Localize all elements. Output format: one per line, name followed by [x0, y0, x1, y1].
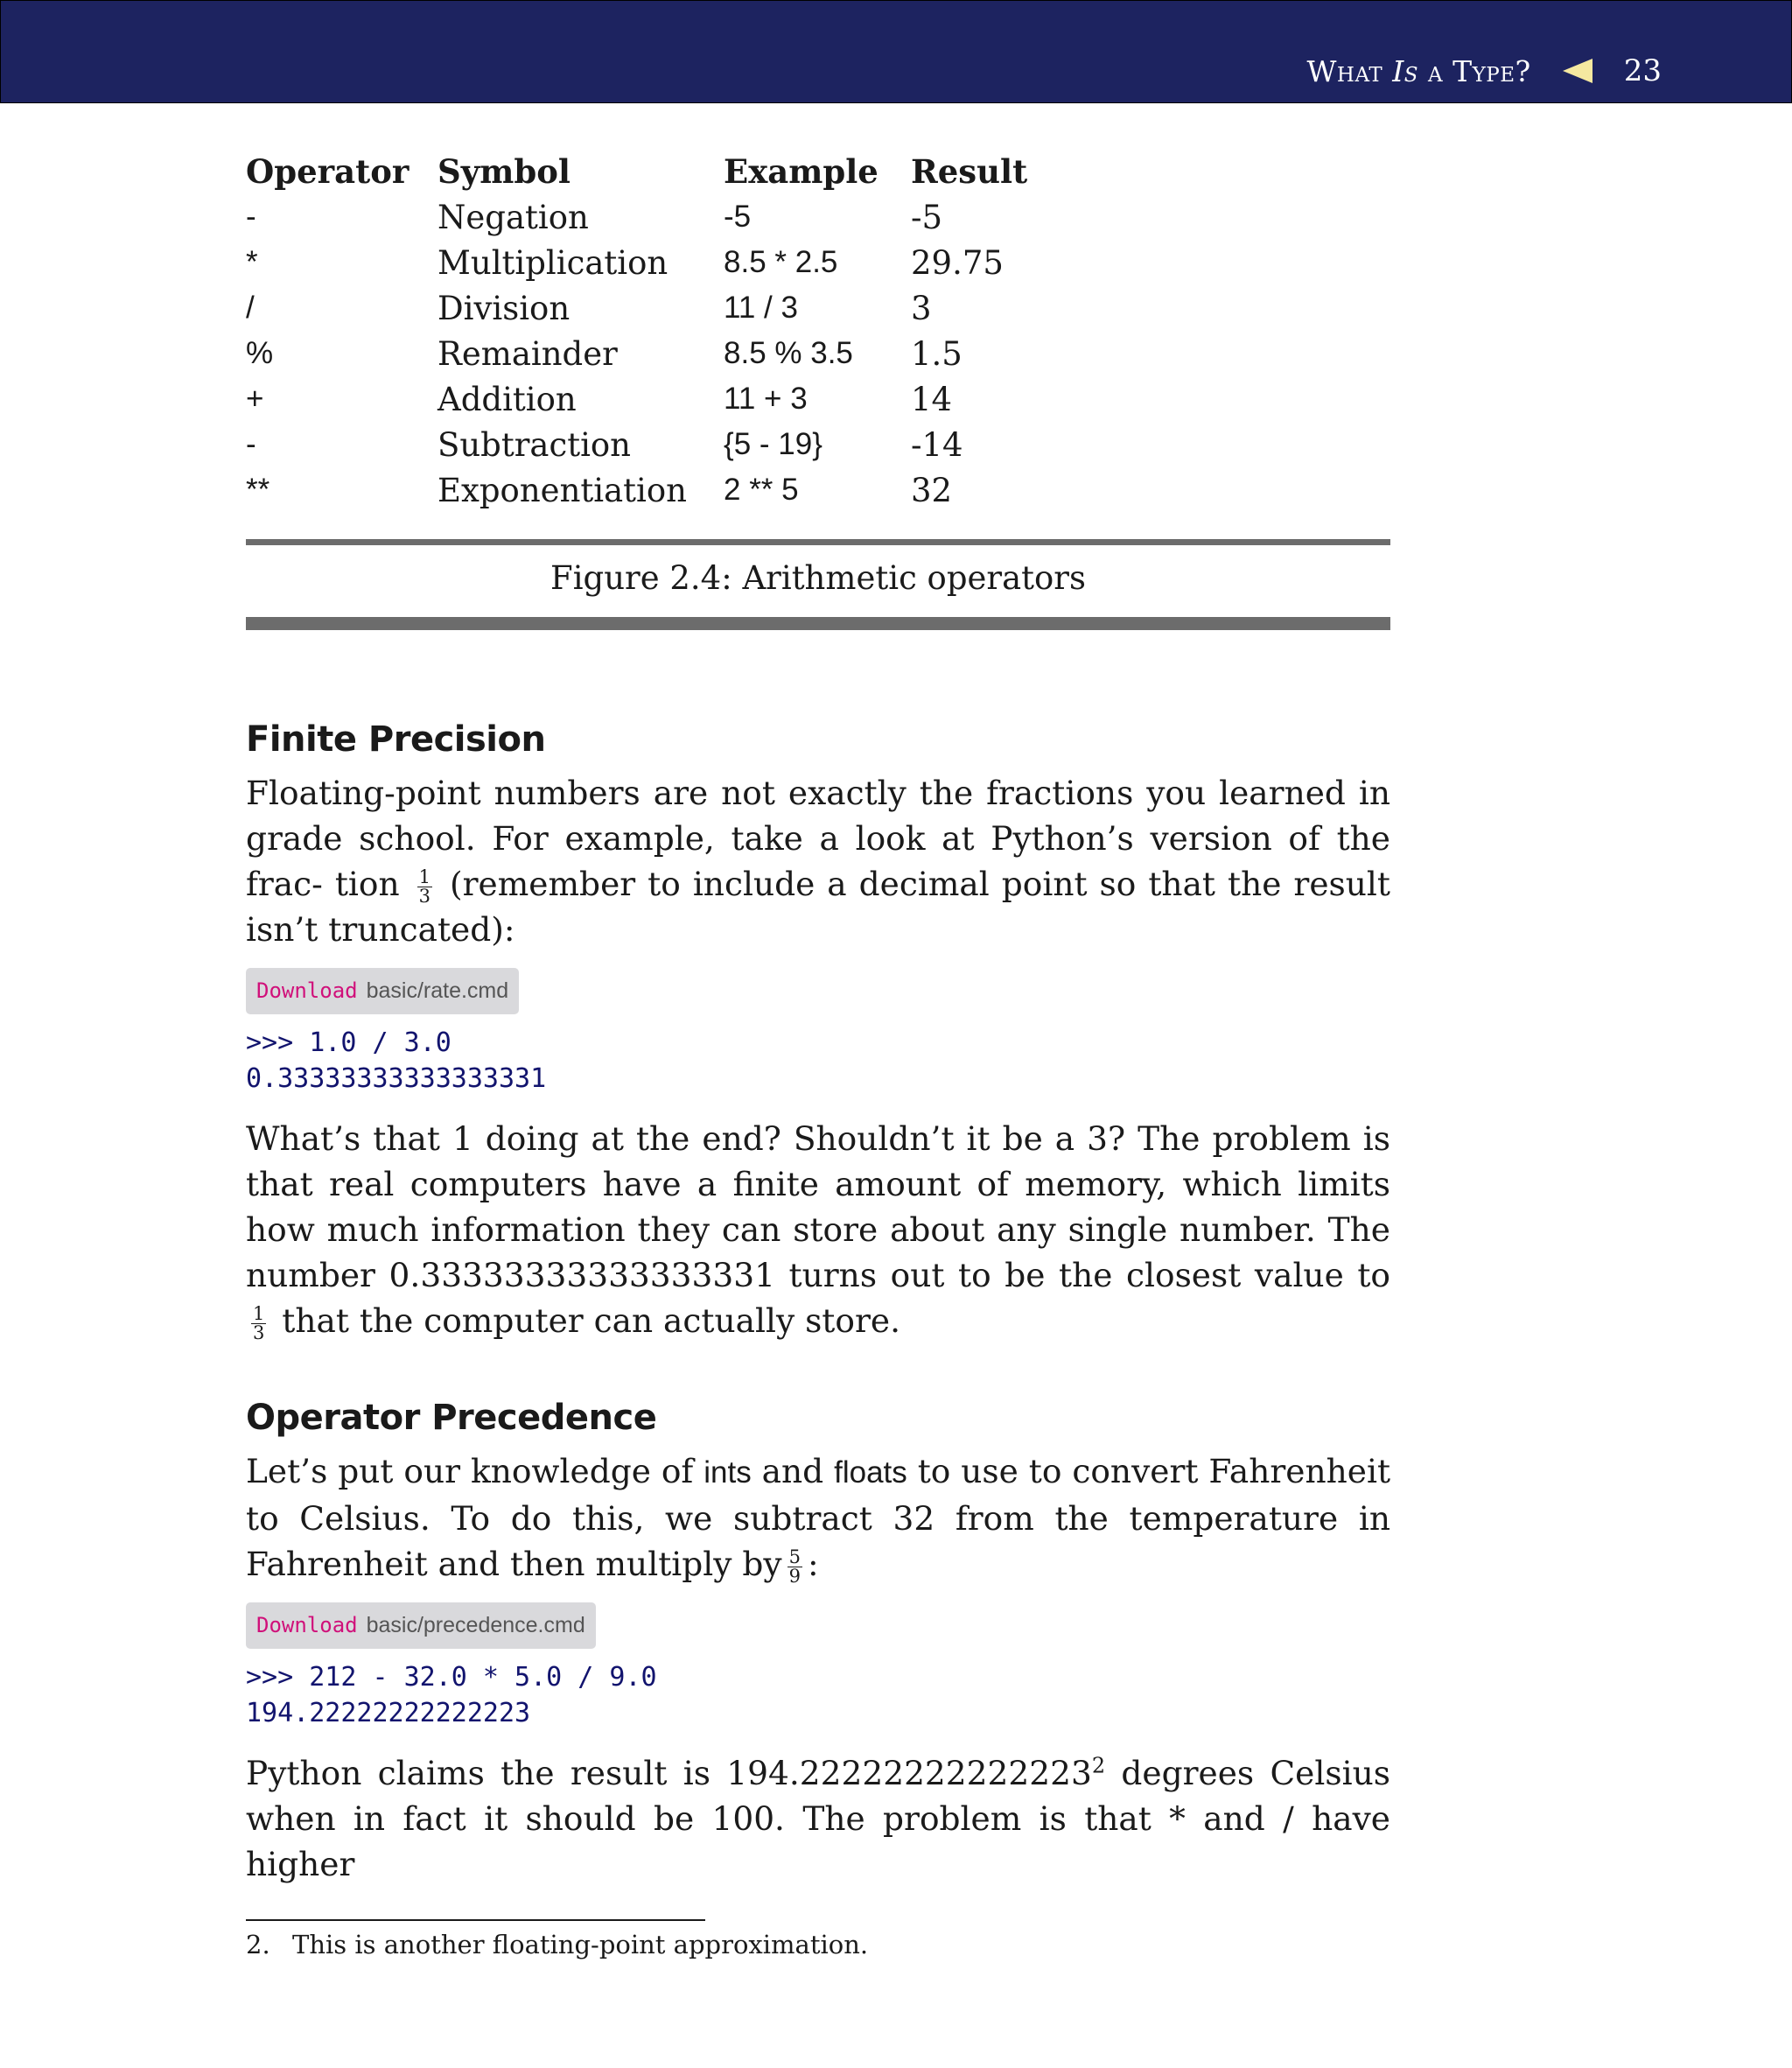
table-row — [246, 331, 1027, 376]
section-heading: Operator Precedence — [246, 1398, 657, 1438]
operator-cell: ** — [246, 473, 270, 507]
download-link[interactable] — [246, 1602, 596, 1649]
operator-cell: % — [246, 336, 274, 370]
column-header: Result — [911, 152, 1028, 191]
symbol-cell: Negation — [438, 198, 589, 236]
column-header: Operator — [246, 152, 410, 191]
footnote-text: This is another floating-point approximation. — [292, 1930, 869, 1959]
paragraph: What’s that 1 doing at the end? Shouldn’t it be a 3? The problem is that real computers have a finite amount of memory, which limits how much information they can store about any single number. The number 0.33333333333333331 turns out to be the closest value to $\frac{1}{3}$ that the computer can actually store. — [246, 1119, 1390, 1343]
example-cell: 8.5 * 2.5 — [724, 245, 838, 279]
operators-figure — [246, 149, 1390, 513]
symbol-cell: Subtraction — [438, 425, 632, 464]
example-cell: 8.5 % 3.5 — [724, 336, 853, 370]
page-header-bar — [0, 0, 1792, 103]
symbol-cell: Exponentiation — [438, 471, 687, 509]
paragraph: Let’s put our knowledge of ints and floats to use to convert Fahrenheit to Celsius. To do this, we subtract 32 from the temperature in Fahrenheit and then multiply by $\frac{5}{9}$ : — [246, 1452, 1391, 1587]
result-cell: 32 — [911, 471, 953, 509]
footnote-marker[interactable]: 2 — [1091, 1753, 1106, 1778]
finite-precision-section — [246, 719, 1390, 1343]
example-cell: 2 ** 5 — [724, 473, 799, 507]
download-path: basic/precedence.cmd — [366, 1613, 585, 1637]
download-label: Download — [256, 978, 358, 1003]
result-cell: 1.5 — [911, 334, 962, 373]
download-path: basic/rate.cmd — [366, 978, 509, 1003]
footnote — [246, 1928, 868, 1961]
figure-caption-block — [246, 539, 1390, 630]
code-block — [246, 1659, 1390, 1731]
code-line: >>> 212 - 32.0 * 5.0 / 9.0 — [246, 1662, 657, 1693]
example-cell: 11 / 3 — [724, 291, 798, 325]
table-row — [246, 422, 1027, 467]
table-row — [246, 467, 1027, 513]
operator-cell: + — [246, 382, 264, 416]
result-cell: -14 — [911, 425, 963, 464]
section-heading: Finite Precision — [246, 719, 546, 760]
chapter-title: What Is a Type? — [1306, 53, 1531, 88]
result-cell: 14 — [911, 380, 953, 418]
table-row — [246, 240, 1027, 285]
download-link[interactable] — [246, 968, 519, 1014]
fraction-one-third: $\frac{1}{3}$ — [418, 866, 430, 907]
operator-precedence-section — [246, 1398, 1390, 1887]
previous-page-arrow-icon[interactable] — [1563, 59, 1592, 83]
column-header: Symbol — [438, 152, 570, 191]
table-header-row — [246, 149, 1027, 194]
page-number: 23 — [1623, 53, 1662, 88]
fraction-five-ninths: $\frac{5}{9}$ — [788, 1546, 801, 1587]
download-label: Download — [256, 1613, 358, 1637]
example-cell: 11 + 3 — [724, 382, 808, 416]
code-line: 0.33333333333333331 — [246, 1063, 547, 1094]
code-line: 194.22222222222223 — [246, 1698, 531, 1728]
code-block — [246, 1025, 1390, 1097]
symbol-cell: Addition — [438, 380, 577, 418]
paragraph: Python claims the result is 194.22222222222223$^2$ degrees Celsius when in fact it should be 100. The problem is that * and / have higher — [246, 1753, 1390, 1883]
footnote-number: 2. — [246, 1930, 270, 1959]
operators-table — [246, 149, 1027, 513]
result-cell: 3 — [911, 289, 932, 327]
result-cell: 29.75 — [911, 243, 1004, 282]
operator-cell: * — [246, 245, 258, 279]
symbol-cell: Multiplication — [438, 243, 668, 282]
fraction-one-third: $\frac{1}{3}$ — [253, 1303, 265, 1343]
inline-code-ints: ints — [704, 1455, 752, 1490]
example-cell: -5 — [724, 200, 752, 234]
footnote-rule — [246, 1919, 705, 1921]
figure-rule-bottom — [246, 617, 1390, 630]
inline-code-floats: floats — [834, 1455, 907, 1490]
result-cell: -5 — [911, 198, 943, 236]
table-row — [246, 376, 1027, 422]
table-row — [246, 285, 1027, 331]
symbol-cell: Division — [438, 289, 570, 327]
code-line: >>> 1.0 / 3.0 — [246, 1027, 452, 1058]
operator-cell: - — [246, 427, 256, 461]
table-row — [246, 194, 1027, 240]
symbol-cell: Remainder — [438, 334, 618, 373]
example-cell: {5 - 19} — [724, 427, 822, 461]
paragraph: Floating-point numbers are not exactly the fractions you learned in grade school. For example, take a look at Python’s version of the frac- tion $\frac{1}{3}$ (remember to include a decimal point so that the result isn’t truncated): — [246, 774, 1390, 949]
figure-rule-top — [246, 539, 1390, 545]
running-head — [1307, 53, 1662, 88]
operator-cell: / — [246, 291, 255, 325]
figure-caption: Figure 2.4: Arithmetic operators — [550, 559, 1086, 597]
operator-cell: - — [246, 200, 256, 234]
column-header: Example — [724, 152, 878, 191]
